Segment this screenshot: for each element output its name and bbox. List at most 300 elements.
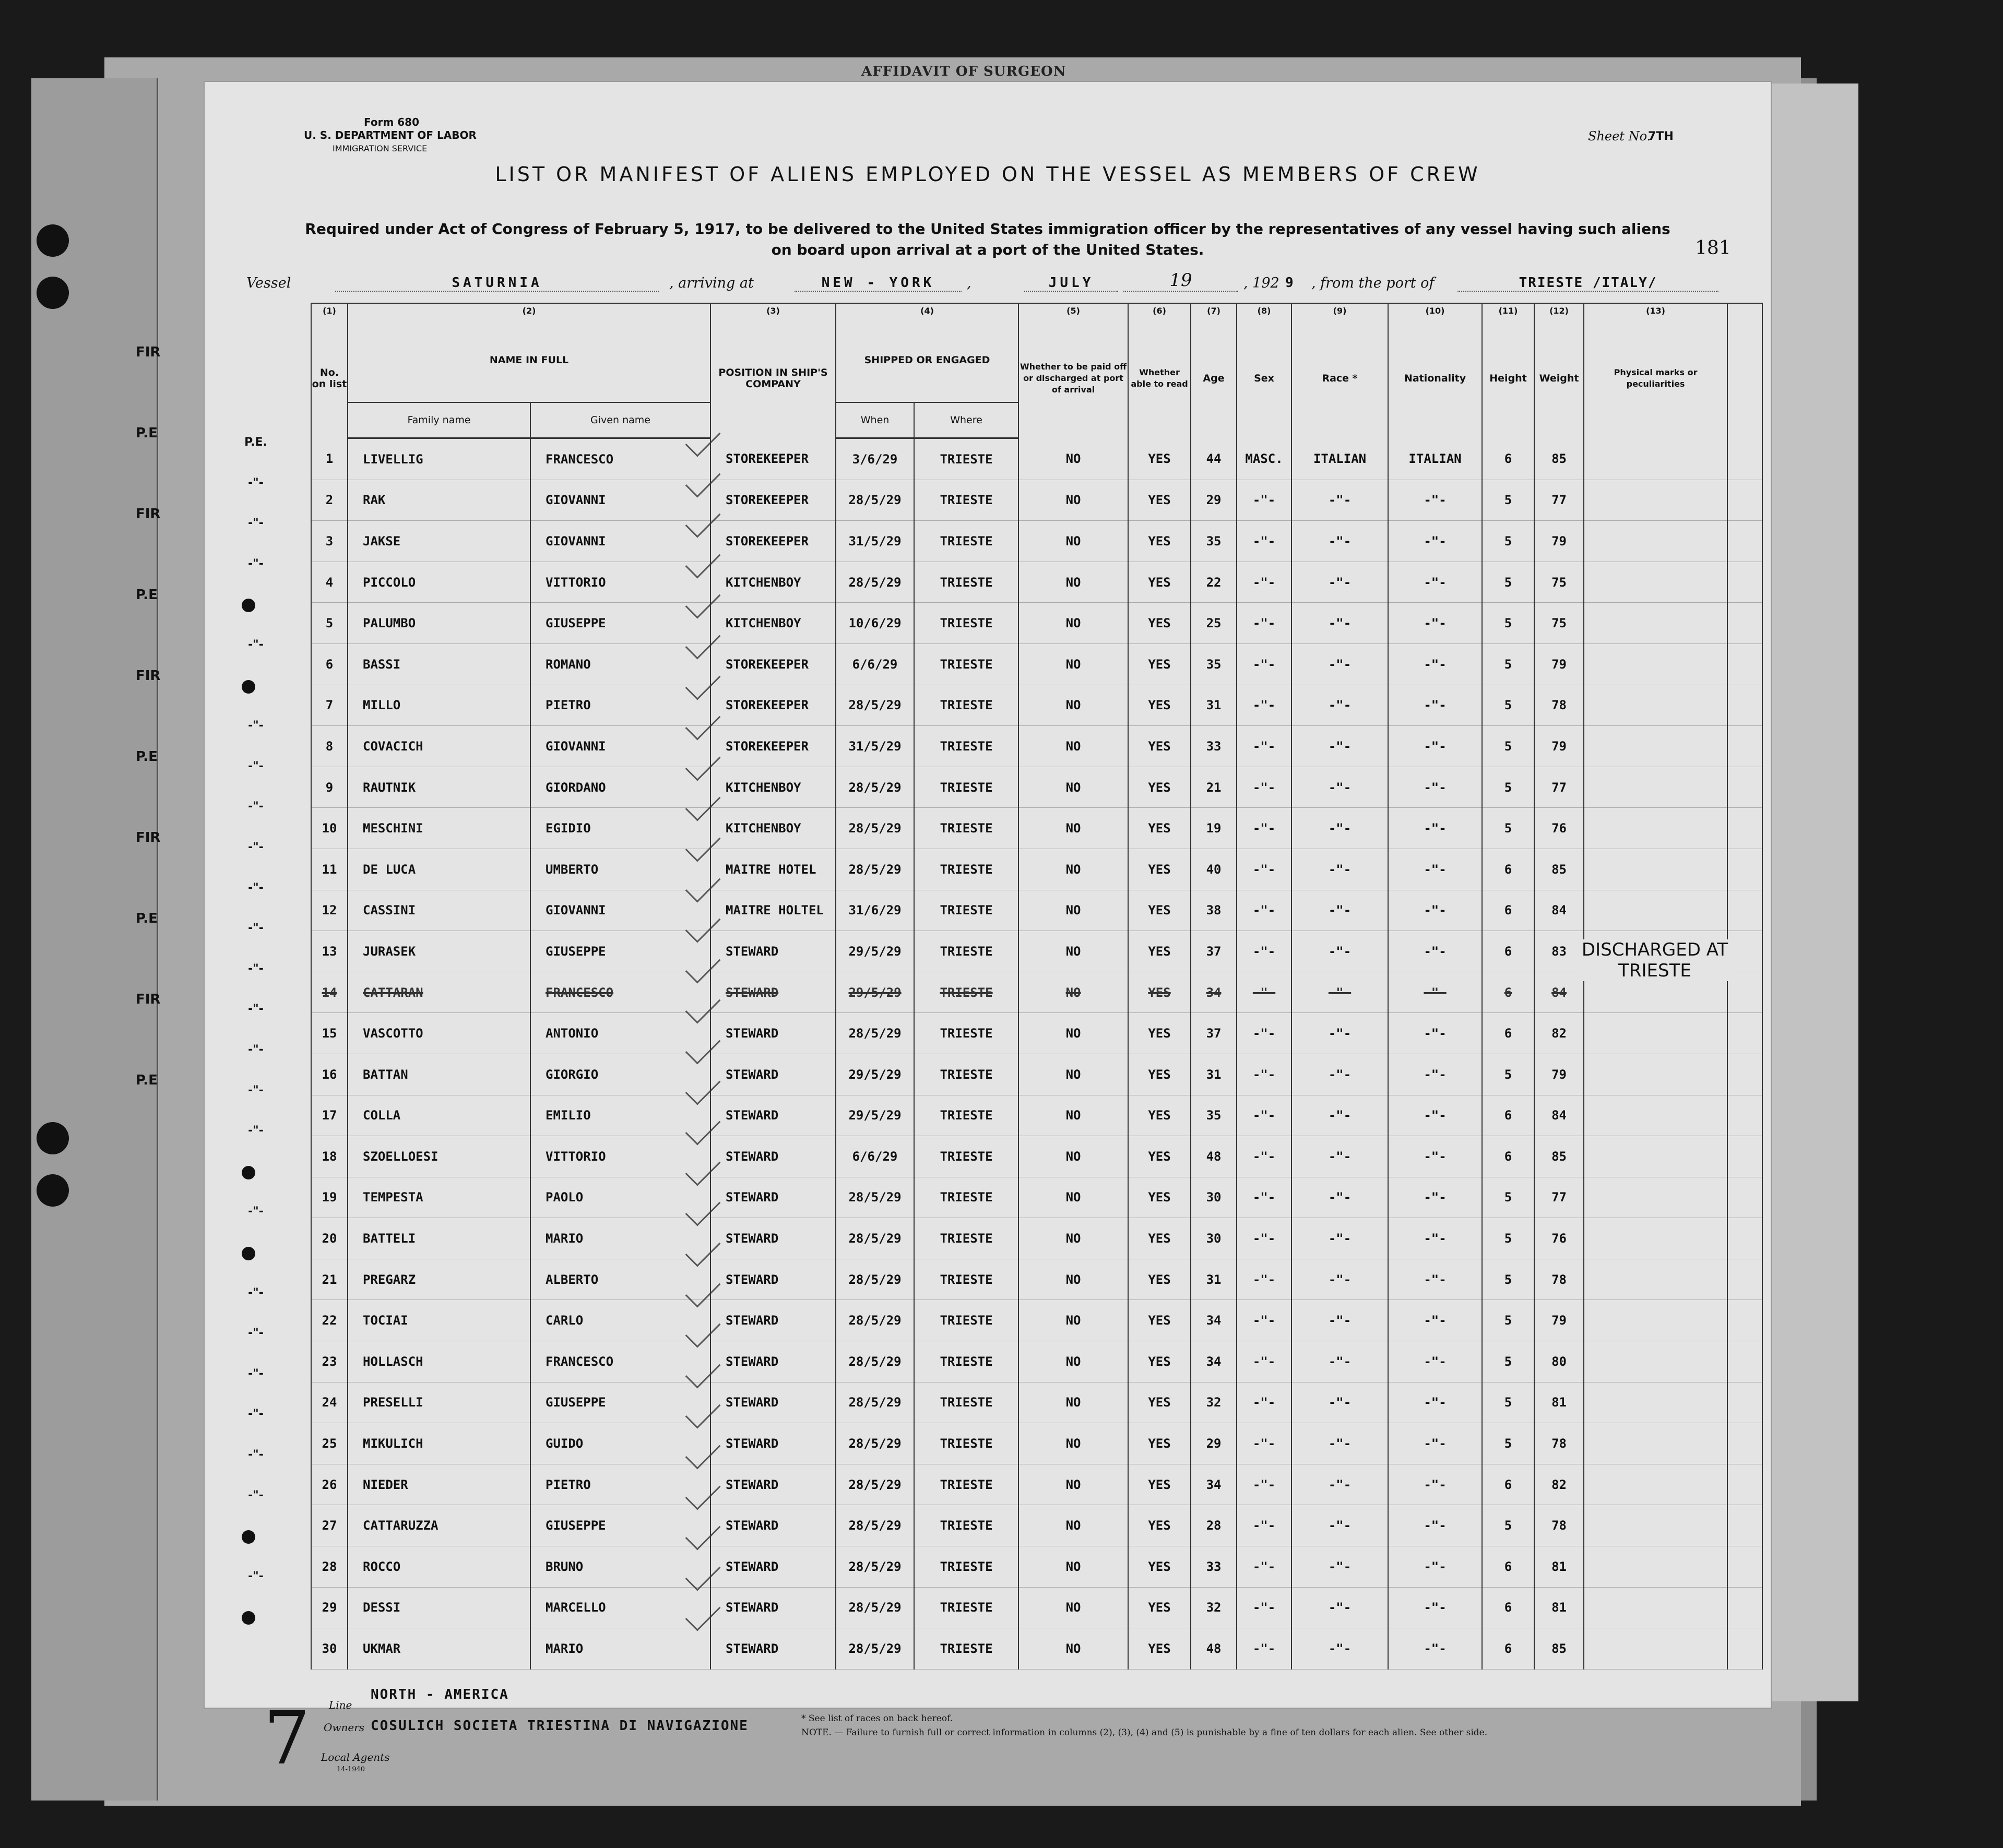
table-row	[311, 521, 1762, 562]
cell-age: 32	[1191, 1587, 1237, 1628]
cell-age: 37	[1191, 931, 1237, 972]
cell-when: 31/5/29	[836, 726, 914, 767]
cell-family: CASSINI	[348, 890, 530, 931]
cell-given: GIORDANO	[530, 767, 710, 808]
cell-age: 22	[1191, 562, 1237, 603]
cell-sex: -"-	[1237, 1628, 1291, 1670]
cell-race: -"-	[1291, 1013, 1388, 1054]
vessel-line: Vessel SATURNIA , arriving at NEW - YORK , JULY 19 , 192 9 , from the port of TRIESTE /ITALY/	[241, 275, 1745, 296]
cell-position: STEWARD	[710, 1628, 836, 1670]
cell-read: YES	[1128, 972, 1191, 1013]
margin-mark: -"-	[248, 1408, 264, 1421]
cell-position: STEWARD	[710, 972, 836, 1013]
cell-weight: 85	[1534, 1628, 1584, 1670]
cell-nat: -"-	[1388, 1054, 1482, 1095]
cell-paid: NO	[1018, 1628, 1128, 1670]
cell-where: TRIESTE	[914, 1464, 1018, 1505]
cell-read: YES	[1128, 890, 1191, 931]
cell-sex: -"-	[1237, 767, 1291, 808]
cell-age: 30	[1191, 1177, 1237, 1218]
cell-sex: MASC.	[1237, 438, 1291, 480]
cell-nat: -"-	[1388, 685, 1482, 726]
strip-label: FIR	[136, 992, 161, 1007]
cell-position: KITCHENBOY	[710, 767, 836, 808]
cell-no: 21	[311, 1259, 348, 1300]
cell-age: 31	[1191, 1054, 1237, 1095]
cell-when: 29/5/29	[836, 1054, 914, 1095]
cell-height: 6	[1482, 438, 1534, 480]
cell-marks	[1584, 849, 1727, 890]
ink-dot	[242, 1166, 255, 1179]
cell-family: PREGARZ	[348, 1259, 530, 1300]
cell-where: TRIESTE	[914, 972, 1018, 1013]
cell-position: STEWARD	[710, 1464, 836, 1505]
cell-paid: NO	[1018, 931, 1128, 972]
margin-mark: -"-	[248, 1286, 264, 1299]
cell-read: YES	[1128, 1259, 1191, 1300]
table-row	[311, 1054, 1762, 1095]
cell-extra	[1727, 890, 1762, 931]
cell-height: 5	[1482, 1341, 1534, 1382]
cell-nat: -"-	[1388, 1505, 1482, 1546]
cell-weight: 75	[1534, 562, 1584, 603]
cell-paid: NO	[1018, 1300, 1128, 1341]
cell-extra	[1727, 1423, 1762, 1464]
cell-position: MAITRE HOTEL	[710, 849, 836, 890]
cell-given: FRANCESCO	[530, 438, 710, 480]
cell-when: 28/5/29	[836, 1505, 914, 1546]
department: U. S. DEPARTMENT OF LABOR	[304, 129, 477, 141]
cell-sex: -"-	[1237, 1177, 1291, 1218]
cell-no: 2	[311, 480, 348, 521]
cell-nat: -"-	[1388, 931, 1482, 972]
cell-weight: 79	[1534, 643, 1584, 685]
margin-mark: -"-	[248, 1327, 264, 1340]
cell-race: -"-	[1291, 1464, 1388, 1505]
cell-where: TRIESTE	[914, 1177, 1018, 1218]
cell-weight: 76	[1534, 1218, 1584, 1259]
punch-hole	[37, 224, 69, 257]
cell-marks	[1584, 521, 1727, 562]
cell-nat: ITALIAN	[1388, 438, 1482, 480]
cell-age: 19	[1191, 808, 1237, 849]
cell-height: 5	[1482, 562, 1534, 603]
strip-label: P.E	[136, 749, 158, 765]
cell-age: 29	[1191, 1423, 1237, 1464]
cell-position: STOREKEEPER	[710, 438, 836, 480]
cell-family: RAUTNIK	[348, 767, 530, 808]
cell-read: YES	[1128, 808, 1191, 849]
cell-position: STOREKEEPER	[710, 685, 836, 726]
table-row	[311, 1587, 1762, 1628]
cell-weight: 75	[1534, 603, 1584, 644]
cell-age: 48	[1191, 1628, 1237, 1670]
remark-line2: TRIESTE	[1618, 960, 1691, 981]
cell-read: YES	[1128, 1505, 1191, 1546]
cell-nat: -"-	[1388, 808, 1482, 849]
cell-extra	[1727, 1177, 1762, 1218]
margin-mark: -"-	[248, 1448, 264, 1461]
cell-race: -"-	[1291, 890, 1388, 931]
cell-sex: -"-	[1237, 1259, 1291, 1300]
cell-position: STEWARD	[710, 1546, 836, 1588]
cell-sex: -"-	[1237, 521, 1291, 562]
cell-age: 48	[1191, 1136, 1237, 1177]
cell-extra	[1727, 1218, 1762, 1259]
cell-height: 5	[1482, 643, 1534, 685]
cell-marks	[1584, 685, 1727, 726]
cell-position: STEWARD	[710, 1177, 836, 1218]
cell-extra	[1727, 1136, 1762, 1177]
cell-read: YES	[1128, 1300, 1191, 1341]
cell-when: 28/5/29	[836, 480, 914, 521]
cell-nat: -"-	[1388, 1546, 1482, 1588]
cell-no: 19	[311, 1177, 348, 1218]
cell-age: 34	[1191, 1341, 1237, 1382]
cell-position: STEWARD	[710, 1259, 836, 1300]
cell-marks	[1584, 480, 1727, 521]
cell-family: JAKSE	[348, 521, 530, 562]
cell-paid: NO	[1018, 480, 1128, 521]
cell-marks	[1584, 808, 1727, 849]
cell-given: GIOVANNI	[530, 726, 710, 767]
arrival-month: JULY	[1024, 275, 1118, 292]
cell-nat: -"-	[1388, 603, 1482, 644]
cell-family: DESSI	[348, 1587, 530, 1628]
cell-height: 5	[1482, 1259, 1534, 1300]
punch-hole	[37, 1174, 69, 1207]
cell-race: -"-	[1291, 726, 1388, 767]
cell-where: TRIESTE	[914, 521, 1018, 562]
cell-no: 12	[311, 890, 348, 931]
table-row	[311, 1464, 1762, 1505]
margin-mark: -"-	[248, 1367, 264, 1380]
year-suffix: 9	[1285, 275, 1297, 291]
margin-mark: -"-	[248, 881, 264, 895]
cell-race: -"-	[1291, 480, 1388, 521]
cell-weight: 80	[1534, 1341, 1584, 1382]
cell-race: -"-	[1291, 1054, 1388, 1095]
cell-read: YES	[1128, 849, 1191, 890]
table-row	[311, 1341, 1762, 1382]
cell-given: VITTORIO	[530, 1136, 710, 1177]
cell-weight: 79	[1534, 521, 1584, 562]
cell-nat: -"-	[1388, 890, 1482, 931]
cell-race: -"-	[1291, 1587, 1388, 1628]
page-stamp: 181	[1695, 237, 1731, 259]
table-row	[311, 972, 1762, 1013]
cell-nat: -"-	[1388, 1423, 1482, 1464]
cell-nat: -"-	[1388, 643, 1482, 685]
agents-label: Local Agents	[321, 1751, 390, 1763]
cell-when: 28/5/29	[836, 1464, 914, 1505]
header-shipped: SHIPPED OR ENGAGED	[836, 318, 1018, 402]
cell-marks	[1584, 1218, 1727, 1259]
cell-given: ANTONIO	[530, 1013, 710, 1054]
cell-extra	[1727, 1341, 1762, 1382]
cell-read: YES	[1128, 1013, 1191, 1054]
cell-when: 28/5/29	[836, 1628, 914, 1670]
cell-marks	[1584, 643, 1727, 685]
margin-mark: -"-	[248, 476, 264, 490]
cell-nat: -"-	[1388, 849, 1482, 890]
cell-extra	[1727, 480, 1762, 521]
table-row	[311, 438, 1762, 480]
cell-given: ROMANO	[530, 643, 710, 685]
cell-when: 28/5/29	[836, 1587, 914, 1628]
cell-read: YES	[1128, 1136, 1191, 1177]
cell-no: 24	[311, 1382, 348, 1423]
cell-position: KITCHENBOY	[710, 603, 836, 644]
cell-weight: 85	[1534, 1136, 1584, 1177]
table-row	[311, 1546, 1762, 1588]
cell-family: LIVELLIG	[348, 438, 530, 480]
margin-mark: -"-	[248, 962, 264, 975]
cell-family: PICCOLO	[348, 562, 530, 603]
margin-mark: -"-	[248, 557, 264, 570]
margin-mark: -"-	[248, 719, 264, 733]
cell-family: CATTARAN	[348, 972, 530, 1013]
cell-nat: -"-	[1388, 1095, 1482, 1136]
from-port: TRIESTE /ITALY/	[1457, 275, 1718, 292]
header-when: When	[836, 402, 914, 438]
cell-family: ROCCO	[348, 1546, 530, 1588]
cell-family: PRESELLI	[348, 1382, 530, 1423]
cell-height: 5	[1482, 808, 1534, 849]
cell-read: YES	[1128, 1095, 1191, 1136]
table-row	[311, 767, 1762, 808]
table-row	[311, 643, 1762, 685]
cell-given: GIUSEPPE	[530, 931, 710, 972]
strip-label: FIR	[136, 830, 161, 845]
cell-age: 33	[1191, 1546, 1237, 1588]
table-row	[311, 1013, 1762, 1054]
cell-sex: -"-	[1237, 1505, 1291, 1546]
cell-position: STEWARD	[710, 1300, 836, 1341]
cell-marks	[1584, 1054, 1727, 1095]
cell-race: -"-	[1291, 1136, 1388, 1177]
cell-family: JURASEK	[348, 931, 530, 972]
arriving-label: , arriving at	[669, 275, 754, 291]
cell-race: -"-	[1291, 1177, 1388, 1218]
cell-weight: 84	[1534, 890, 1584, 931]
cell-where: TRIESTE	[914, 438, 1018, 480]
cell-paid: NO	[1018, 849, 1128, 890]
cell-no: 27	[311, 1505, 348, 1546]
cell-given: GIOVANNI	[530, 480, 710, 521]
cell-nat: -"-	[1388, 1136, 1482, 1177]
cell-given: GIUSEPPE	[530, 1505, 710, 1546]
cell-read: YES	[1128, 1218, 1191, 1259]
table-row	[311, 685, 1762, 726]
cell-read: YES	[1128, 1054, 1191, 1095]
header-where: Where	[914, 402, 1018, 438]
table-row	[311, 480, 1762, 521]
header-height: Height	[1482, 318, 1534, 438]
cell-given: UMBERTO	[530, 849, 710, 890]
cell-extra	[1727, 1464, 1762, 1505]
cell-sex: -"-	[1237, 1300, 1291, 1341]
cell-age: 35	[1191, 643, 1237, 685]
cell-age: 40	[1191, 849, 1237, 890]
cell-height: 5	[1482, 1423, 1534, 1464]
cell-marks	[1584, 726, 1727, 767]
cell-no: 23	[311, 1341, 348, 1382]
cell-sex: -"-	[1237, 1423, 1291, 1464]
cell-family: MESCHINI	[348, 808, 530, 849]
cell-position: KITCHENBOY	[710, 562, 836, 603]
cell-race: -"-	[1291, 1546, 1388, 1588]
cell-no: 5	[311, 603, 348, 644]
cell-where: TRIESTE	[914, 1628, 1018, 1670]
cell-age: 25	[1191, 603, 1237, 644]
cell-marks	[1584, 1259, 1727, 1300]
affidavit-header: AFFIDAVIT OF SURGEON	[861, 64, 1066, 79]
cell-when: 31/5/29	[836, 521, 914, 562]
cell-height: 5	[1482, 603, 1534, 644]
cell-marks	[1584, 603, 1727, 644]
cell-race: -"-	[1291, 685, 1388, 726]
table-row	[311, 1218, 1762, 1259]
cell-family: CATTARUZZA	[348, 1505, 530, 1546]
table-row	[311, 1300, 1762, 1341]
cell-family: HOLLASCH	[348, 1341, 530, 1382]
cell-where: TRIESTE	[914, 1013, 1018, 1054]
owners-label: Owners	[324, 1721, 365, 1734]
vessel-label: Vessel	[246, 275, 291, 291]
cell-given: MARIO	[530, 1218, 710, 1259]
cell-paid: NO	[1018, 1464, 1128, 1505]
cell-no: 28	[311, 1546, 348, 1588]
cell-when: 6/6/29	[836, 1136, 914, 1177]
cell-marks	[1584, 1464, 1727, 1505]
table-row	[311, 1628, 1762, 1670]
cell-no: 26	[311, 1464, 348, 1505]
cell-weight: 79	[1534, 1300, 1584, 1341]
cell-weight: 84	[1534, 1095, 1584, 1136]
cell-where: TRIESTE	[914, 1259, 1018, 1300]
cell-sex: -"-	[1237, 1382, 1291, 1423]
header-family-name: Family name	[348, 402, 530, 438]
cell-paid: NO	[1018, 1136, 1128, 1177]
table-row	[311, 1177, 1762, 1218]
cell-nat: -"-	[1388, 1628, 1482, 1670]
cell-height: 5	[1482, 1505, 1534, 1546]
cell-when: 3/6/29	[836, 438, 914, 480]
cell-family: TOCIAI	[348, 1300, 530, 1341]
cell-paid: NO	[1018, 1505, 1128, 1546]
cell-given: GIOVANNI	[530, 521, 710, 562]
cell-extra	[1727, 1054, 1762, 1095]
cell-when: 28/5/29	[836, 1341, 914, 1382]
cell-read: YES	[1128, 1464, 1191, 1505]
cell-age: 34	[1191, 972, 1237, 1013]
cell-extra	[1727, 767, 1762, 808]
cell-given: MARCELLO	[530, 1587, 710, 1628]
table-row	[311, 562, 1762, 603]
arrival-day: 19	[1123, 270, 1238, 292]
cell-weight: 82	[1534, 1013, 1584, 1054]
cell-given: FRANCESCO	[530, 1341, 710, 1382]
cell-given: GIUSEPPE	[530, 603, 710, 644]
cell-height: 6	[1482, 972, 1534, 1013]
cell-extra	[1727, 1546, 1762, 1588]
cell-no: 1	[311, 438, 348, 480]
page-title: LIST OR MANIFEST OF ALIENS EMPLOYED ON THE VESSEL AS MEMBERS OF CREW	[495, 163, 1480, 186]
cell-family: BATTAN	[348, 1054, 530, 1095]
header-position: POSITION IN SHIP'S COMPANY	[710, 318, 836, 438]
cell-height: 6	[1482, 1546, 1534, 1588]
cell-weight: 78	[1534, 685, 1584, 726]
cell-height: 6	[1482, 1136, 1534, 1177]
cell-read: YES	[1128, 1177, 1191, 1218]
table-row	[311, 1505, 1762, 1546]
cell-where: TRIESTE	[914, 726, 1018, 767]
cell-extra	[1727, 808, 1762, 849]
owners-value: COSULICH SOCIETA TRIESTINA DI NAVIGAZIONE	[371, 1718, 749, 1734]
cell-when: 28/5/29	[836, 1300, 914, 1341]
table-row	[311, 808, 1762, 849]
cell-sex: -"-	[1237, 685, 1291, 726]
cell-position: KITCHENBOY	[710, 808, 836, 849]
cell-height: 6	[1482, 931, 1534, 972]
cell-race: -"-	[1291, 521, 1388, 562]
cell-sex: -"-	[1237, 562, 1291, 603]
cell-where: TRIESTE	[914, 1218, 1018, 1259]
cell-extra	[1727, 521, 1762, 562]
cell-sex: -"-	[1237, 1013, 1291, 1054]
cell-weight: 77	[1534, 767, 1584, 808]
header-able-read: Whether able to read	[1128, 318, 1191, 438]
year-prefix: , 192	[1243, 275, 1279, 291]
strip-label: P.E	[136, 425, 158, 441]
cell-age: 28	[1191, 1505, 1237, 1546]
cell-marks	[1584, 1546, 1727, 1588]
cell-age: 34	[1191, 1300, 1237, 1341]
cell-no: 17	[311, 1095, 348, 1136]
cell-nat: -"-	[1388, 1259, 1482, 1300]
table-row	[311, 1423, 1762, 1464]
cell-paid: NO	[1018, 603, 1128, 644]
cell-read: YES	[1128, 1382, 1191, 1423]
cell-nat: -"-	[1388, 1341, 1482, 1382]
cell-position: STEWARD	[710, 1341, 836, 1382]
cell-sex: -"-	[1237, 1136, 1291, 1177]
cell-read: YES	[1128, 685, 1191, 726]
cell-height: 5	[1482, 1218, 1534, 1259]
vessel-name: SATURNIA	[335, 275, 659, 292]
cell-race: -"-	[1291, 1382, 1388, 1423]
cell-when: 28/5/29	[836, 808, 914, 849]
cell-height: 5	[1482, 726, 1534, 767]
cell-where: TRIESTE	[914, 603, 1018, 644]
penalty-note: NOTE. — Failure to furnish full or correct information in columns (2), (3), (4) and (5) is punishable by a fine of ten dollars for each alien. See other side.	[801, 1727, 1488, 1738]
cell-nat: -"-	[1388, 972, 1482, 1013]
cell-position: MAITRE HOLTEL	[710, 890, 836, 931]
cell-when: 10/6/29	[836, 603, 914, 644]
cell-race: -"-	[1291, 1218, 1388, 1259]
cell-read: YES	[1128, 1423, 1191, 1464]
cell-nat: -"-	[1388, 726, 1482, 767]
cell-extra	[1727, 685, 1762, 726]
cell-position: STEWARD	[710, 1382, 836, 1423]
cell-where: TRIESTE	[914, 1136, 1018, 1177]
margin-mark: -"-	[248, 517, 264, 530]
cell-paid: NO	[1018, 1013, 1128, 1054]
cell-when: 28/5/29	[836, 767, 914, 808]
cell-when: 28/5/29	[836, 1546, 914, 1588]
cell-race: -"-	[1291, 1300, 1388, 1341]
